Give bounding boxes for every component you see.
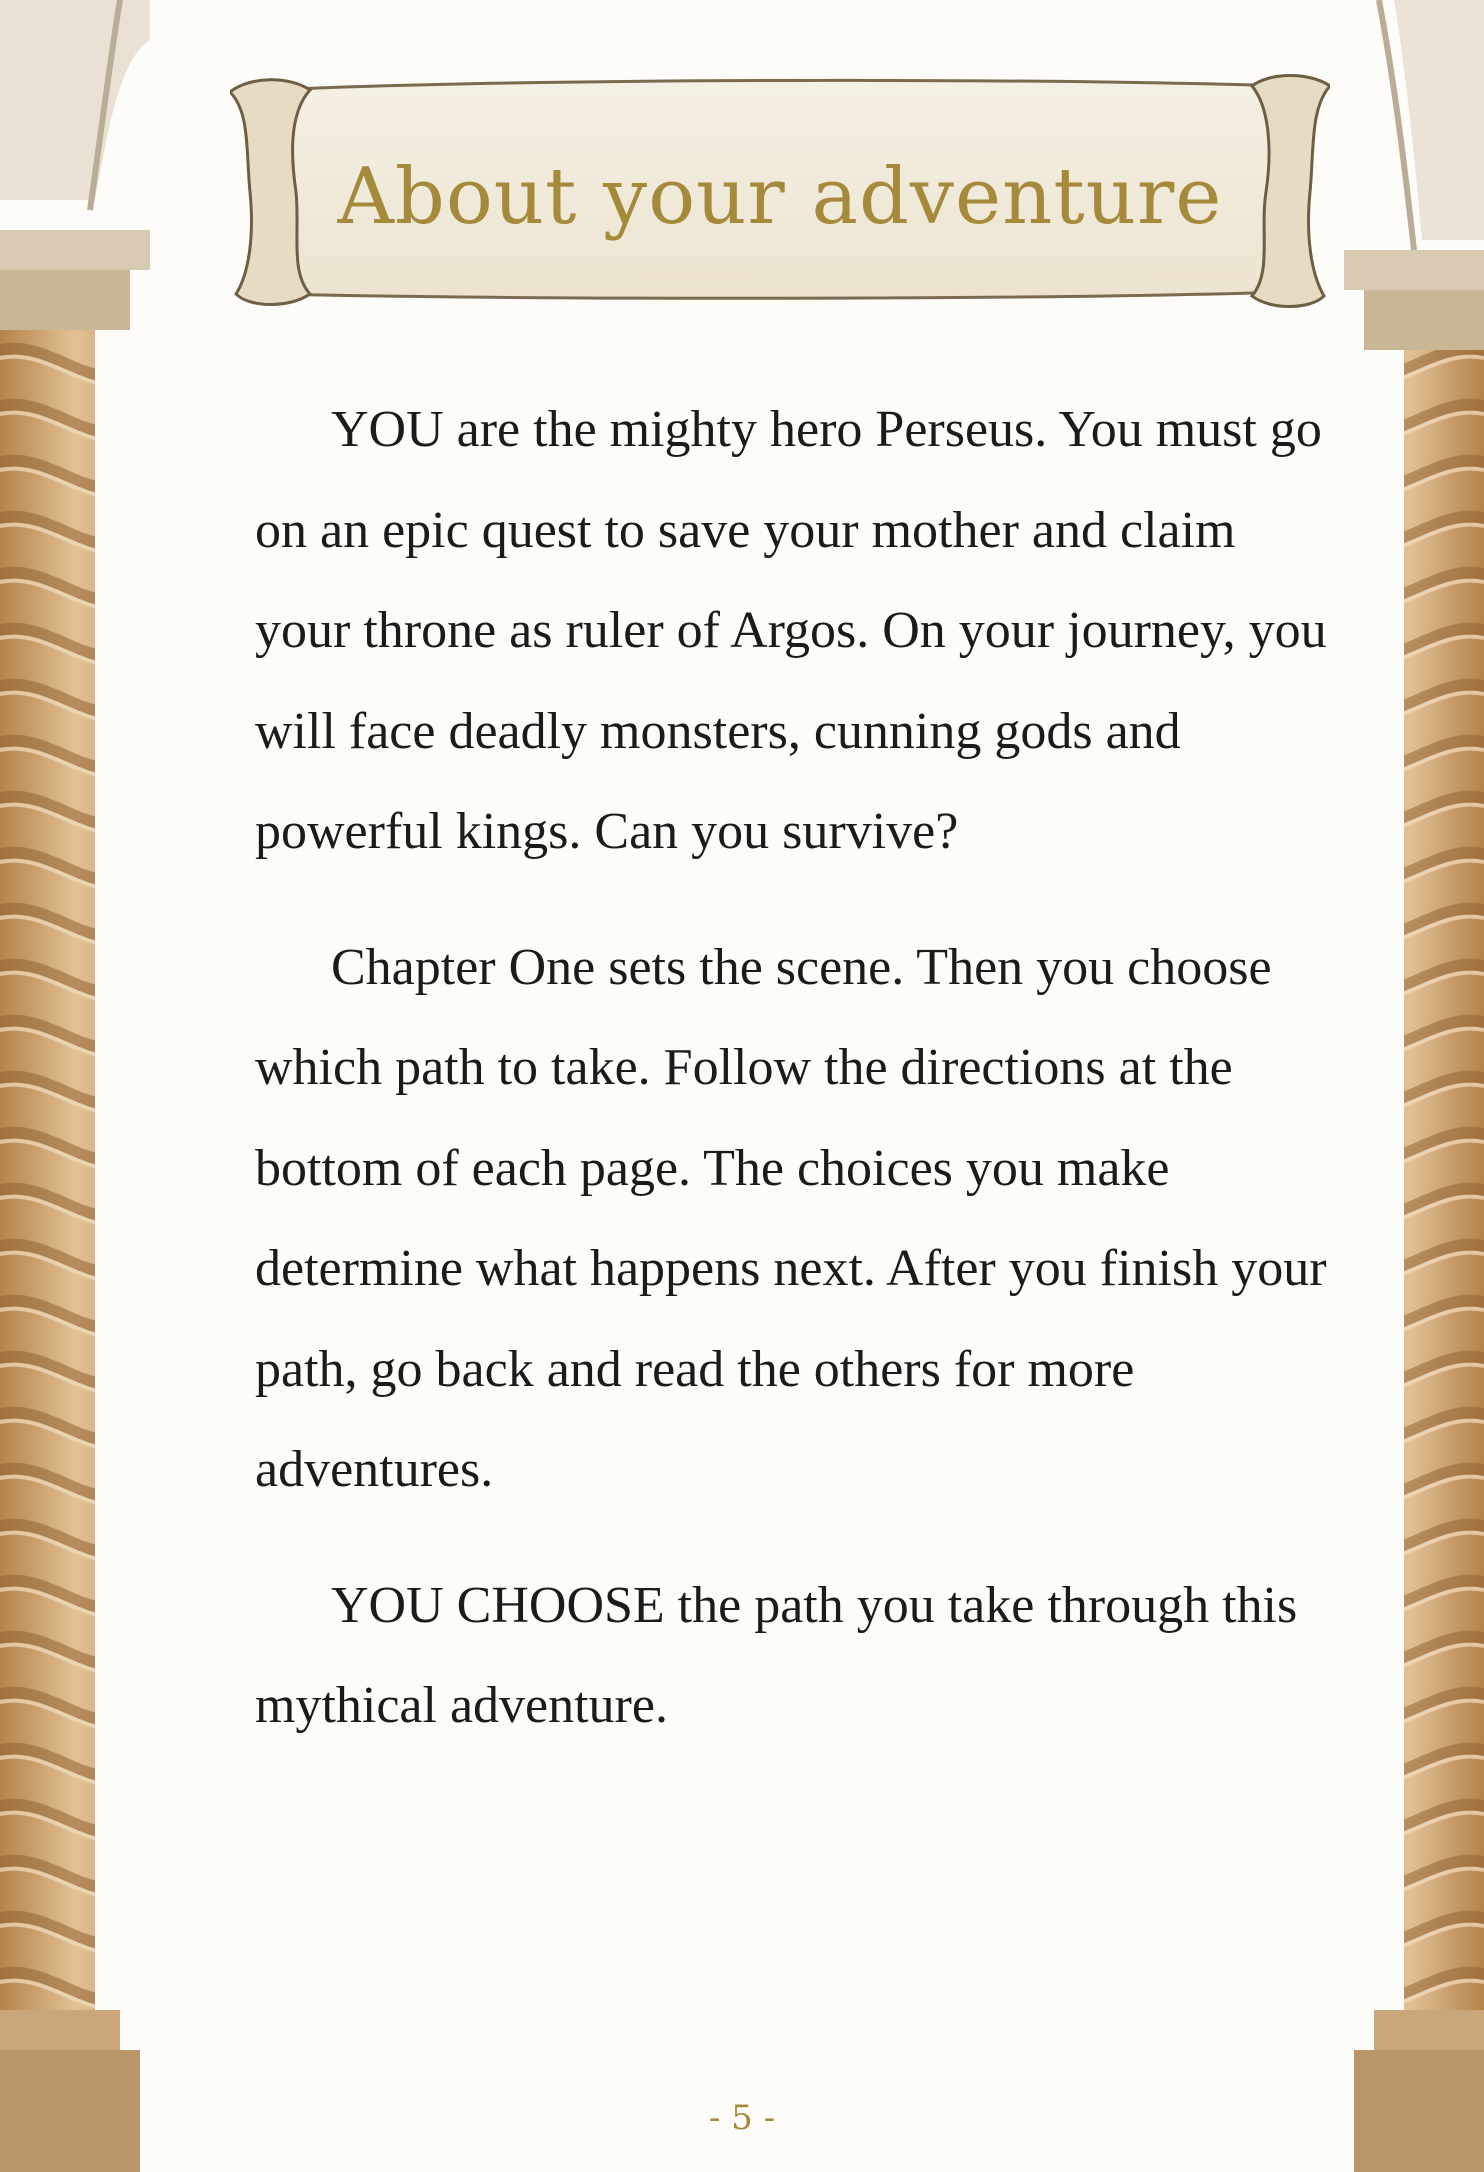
left-column-decoration <box>0 0 150 2172</box>
paragraph-you-choose: YOU CHOOSE the path you take through this mythical adventure. <box>255 1576 1298 1734</box>
page-title: About your adventure <box>337 152 1223 242</box>
page-number: - 5 - <box>708 2098 776 2138</box>
body-text <box>255 380 1335 1792</box>
title-scroll-banner <box>230 72 1330 312</box>
paragraph-instructions: Chapter One sets the scene. Then you choose which path to take. Follow the directions at the bottom of each page. The choices you make determine what happens next. After you finish your path, go back and read the others for more adventures. <box>255 938 1327 1498</box>
paragraph-intro: YOU are the mighty hero Perseus. You must go on an epic quest to save your mother and claim your throne as ruler of Argos. On your journey, you will face deadly monsters, cunning gods and powerful kings. Can you survive? <box>255 401 1327 860</box>
right-column-decoration <box>1334 0 1484 2172</box>
